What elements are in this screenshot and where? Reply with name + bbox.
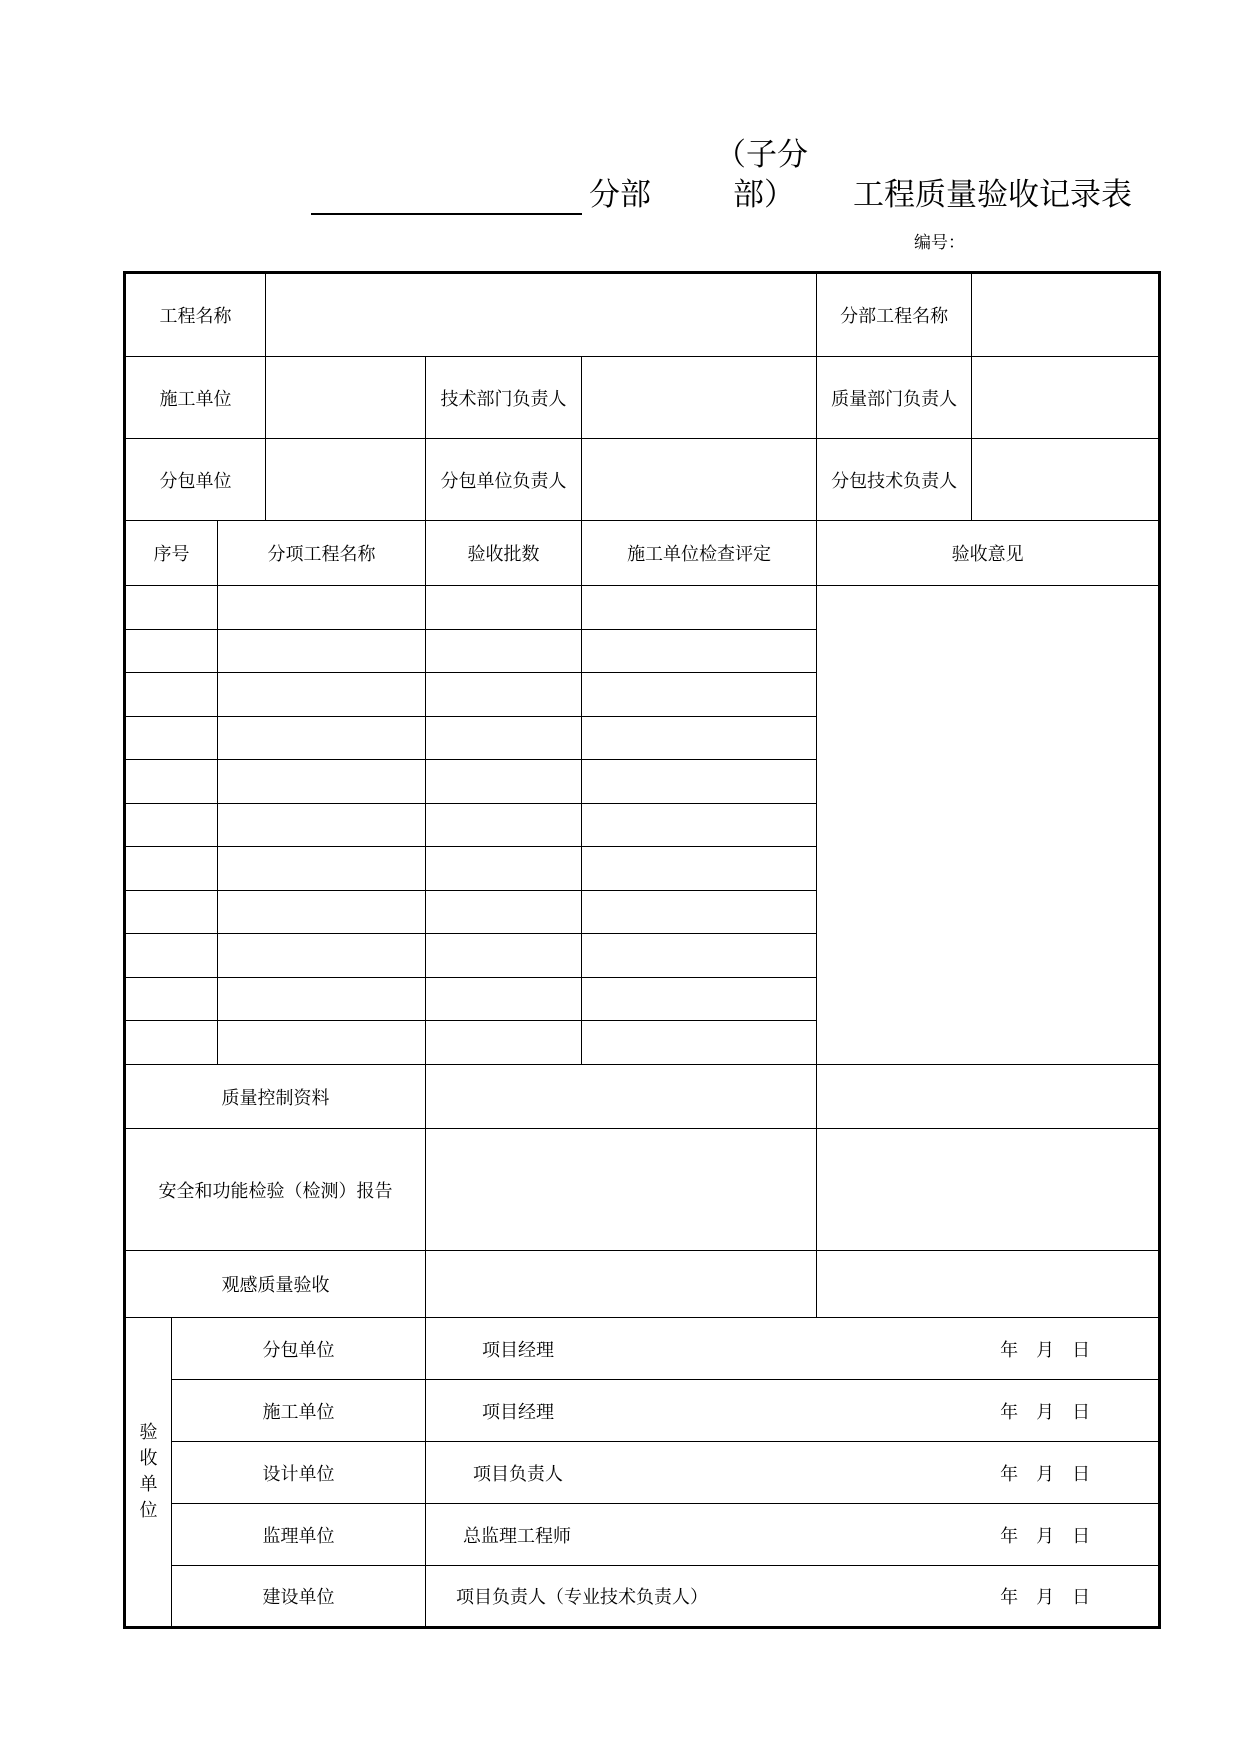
date-month: 月 xyxy=(1036,1587,1055,1608)
subcontract-tech-head-label: 分包技术负责人 xyxy=(817,439,972,521)
acceptance-unit-label: 施工单位 xyxy=(172,1380,426,1442)
subcontractor-label: 分包单位 xyxy=(125,439,266,521)
date-year: 年 xyxy=(1000,1587,1019,1608)
acceptance-row xyxy=(125,1504,1160,1566)
acceptance-char: 收 xyxy=(139,1448,158,1469)
item-name-cell[interactable] xyxy=(218,1021,426,1065)
batch-count-cell[interactable] xyxy=(426,934,582,978)
acceptance-unit-label: 设计单位 xyxy=(172,1442,426,1504)
item-name-cell[interactable] xyxy=(218,717,426,760)
acceptance-char: 验 xyxy=(139,1422,158,1443)
contractor-eval-cell[interactable] xyxy=(582,760,817,804)
seq-cell[interactable] xyxy=(125,760,218,804)
contractor-eval-cell[interactable] xyxy=(582,717,817,760)
date-month: 月 xyxy=(1036,1401,1055,1423)
batch-count-header: 验收批数 xyxy=(426,521,582,586)
contractor-eval-cell[interactable] xyxy=(582,630,817,673)
acceptance-unit-label: 分包单位 xyxy=(172,1318,426,1380)
contractor-eval-cell[interactable] xyxy=(582,847,817,891)
batch-count-cell[interactable] xyxy=(426,586,582,630)
safety-report-label: 安全和功能检验（检测）报告 xyxy=(125,1129,426,1251)
seq-cell[interactable] xyxy=(125,673,218,717)
signature-role: 总监理工程师 xyxy=(463,1525,572,1547)
seq-header: 序号 xyxy=(125,521,218,586)
acceptance-units-label xyxy=(125,1318,172,1628)
item-name-cell[interactable] xyxy=(218,978,426,1021)
date-year: 年 xyxy=(1000,1401,1019,1423)
batch-count-cell[interactable] xyxy=(426,760,582,804)
batch-count-cell[interactable] xyxy=(426,804,582,847)
signature-role: 项目经理 xyxy=(482,1339,555,1361)
item-name-header: 分项工程名称 xyxy=(218,521,426,586)
item-name-cell[interactable] xyxy=(218,760,426,804)
items-header-row xyxy=(125,521,1160,586)
date-year: 年 xyxy=(1000,1463,1019,1485)
date-month: 月 xyxy=(1036,1339,1055,1361)
sub-project-name-value[interactable] xyxy=(972,273,1160,357)
date-year: 年 xyxy=(1000,1525,1019,1547)
project-name-value[interactable] xyxy=(266,273,817,357)
batch-count-cell[interactable] xyxy=(426,630,582,673)
row-safety-report xyxy=(125,1129,1160,1251)
acceptance-unit-label: 监理单位 xyxy=(172,1504,426,1566)
row-contractor xyxy=(125,357,1160,439)
signature-role: 项目负责人（专业技术负责人） xyxy=(456,1587,709,1608)
seq-cell[interactable] xyxy=(125,847,218,891)
date-day: 日 xyxy=(1072,1463,1091,1485)
date-day: 日 xyxy=(1072,1401,1091,1423)
quality-control-label: 质量控制资料 xyxy=(125,1065,426,1129)
batch-count-cell[interactable] xyxy=(426,978,582,1021)
acceptance-char: 单 xyxy=(139,1474,158,1495)
date-day: 日 xyxy=(1072,1587,1091,1608)
title-blank-line xyxy=(311,213,582,215)
batch-count-cell[interactable] xyxy=(426,891,582,934)
quality-control-opinion[interactable] xyxy=(817,1065,1160,1129)
signature-date xyxy=(982,1398,1090,1424)
date-day: 日 xyxy=(1072,1525,1091,1547)
appearance-eval[interactable] xyxy=(426,1251,817,1318)
signature-role: 项目负责人 xyxy=(473,1463,564,1485)
item-name-cell[interactable] xyxy=(218,804,426,847)
contractor-eval-cell[interactable] xyxy=(582,978,817,1021)
batch-count-cell[interactable] xyxy=(426,673,582,717)
quality-dept-head-label: 质量部门负责人 xyxy=(817,357,972,439)
signature-cell[interactable] xyxy=(426,1504,1160,1566)
acceptance-unit-label: 建设单位 xyxy=(172,1566,426,1628)
seq-cell[interactable] xyxy=(125,630,218,673)
batch-count-cell[interactable] xyxy=(426,717,582,760)
contractor-eval-cell[interactable] xyxy=(582,586,817,630)
quality-control-eval[interactable] xyxy=(426,1065,817,1129)
contractor-eval-cell[interactable] xyxy=(582,1021,817,1065)
batch-count-cell[interactable] xyxy=(426,847,582,891)
signature-cell[interactable] xyxy=(426,1442,1160,1504)
acceptance-char: 位 xyxy=(139,1500,158,1521)
seq-cell[interactable] xyxy=(125,717,218,760)
sub-project-name-label: 分部工程名称 xyxy=(817,273,972,357)
signature-date xyxy=(982,1460,1090,1486)
title-zi-fen-top: （子分 xyxy=(715,137,808,173)
contractor-eval-cell[interactable] xyxy=(582,804,817,847)
acceptance-row xyxy=(125,1566,1160,1628)
subcontractor-head-value[interactable] xyxy=(582,439,817,521)
contractor-label: 施工单位 xyxy=(125,357,266,439)
contractor-eval-cell[interactable] xyxy=(582,673,817,717)
appearance-label: 观感质量验收 xyxy=(125,1251,426,1318)
item-name-cell[interactable] xyxy=(218,934,426,978)
date-year: 年 xyxy=(1000,1339,1019,1361)
seq-cell[interactable] xyxy=(125,1021,218,1065)
quality-dept-head-value[interactable] xyxy=(972,357,1160,439)
title-zi-fen-bottom: 部） xyxy=(733,177,795,213)
acceptance-record-table xyxy=(123,271,1161,1629)
serial-number-label: 编号： xyxy=(914,233,965,253)
opinion-header: 验收意见 xyxy=(817,521,1160,586)
item-name-cell[interactable] xyxy=(218,630,426,673)
title-main: 工程质量验收记录表 xyxy=(853,177,1132,213)
tech-dept-head-label: 技术部门负责人 xyxy=(426,357,582,439)
acceptance-row xyxy=(125,1442,1160,1504)
subcontract-tech-head-value[interactable] xyxy=(972,439,1160,521)
row-quality-control xyxy=(125,1065,1160,1129)
seq-cell[interactable] xyxy=(125,804,218,847)
tech-dept-head-value[interactable] xyxy=(582,357,817,439)
safety-report-opinion[interactable] xyxy=(817,1129,1160,1251)
seq-cell[interactable] xyxy=(125,978,218,1021)
batch-count-cell[interactable] xyxy=(426,1021,582,1065)
contractor-eval-cell[interactable] xyxy=(582,934,817,978)
item-name-cell[interactable] xyxy=(218,847,426,891)
date-month: 月 xyxy=(1036,1525,1055,1547)
signature-role: 项目经理 xyxy=(482,1401,555,1423)
subcontractor-value[interactable] xyxy=(266,439,426,521)
contractor-eval-cell[interactable] xyxy=(582,891,817,934)
signature-date xyxy=(982,1522,1090,1548)
safety-report-eval[interactable] xyxy=(426,1129,817,1251)
seq-cell[interactable] xyxy=(125,934,218,978)
contractor-value[interactable] xyxy=(266,357,426,439)
table-row xyxy=(125,586,1160,630)
item-name-cell[interactable] xyxy=(218,891,426,934)
acceptance-row xyxy=(125,1318,1160,1380)
signature-cell[interactable] xyxy=(426,1380,1160,1442)
appearance-opinion[interactable] xyxy=(817,1251,1160,1318)
signature-cell[interactable] xyxy=(426,1318,1160,1380)
opinion-cell[interactable] xyxy=(817,586,1160,1065)
title-fen-bu: 分部 xyxy=(589,177,651,213)
contractor-eval-header: 施工单位检查评定 xyxy=(582,521,817,586)
date-day: 日 xyxy=(1072,1339,1091,1361)
signature-date xyxy=(982,1583,1090,1609)
row-appearance xyxy=(125,1251,1160,1318)
item-name-cell[interactable] xyxy=(218,673,426,717)
signature-cell[interactable] xyxy=(426,1566,1160,1628)
signature-date xyxy=(982,1336,1090,1362)
row-project-name xyxy=(125,273,1160,357)
row-subcontractor xyxy=(125,439,1160,521)
seq-cell[interactable] xyxy=(125,891,218,934)
project-name-label: 工程名称 xyxy=(125,273,266,357)
item-name-cell[interactable] xyxy=(218,586,426,630)
acceptance-row xyxy=(125,1380,1160,1442)
date-month: 月 xyxy=(1036,1463,1055,1485)
seq-cell[interactable] xyxy=(125,586,218,630)
subcontractor-head-label: 分包单位负责人 xyxy=(426,439,582,521)
